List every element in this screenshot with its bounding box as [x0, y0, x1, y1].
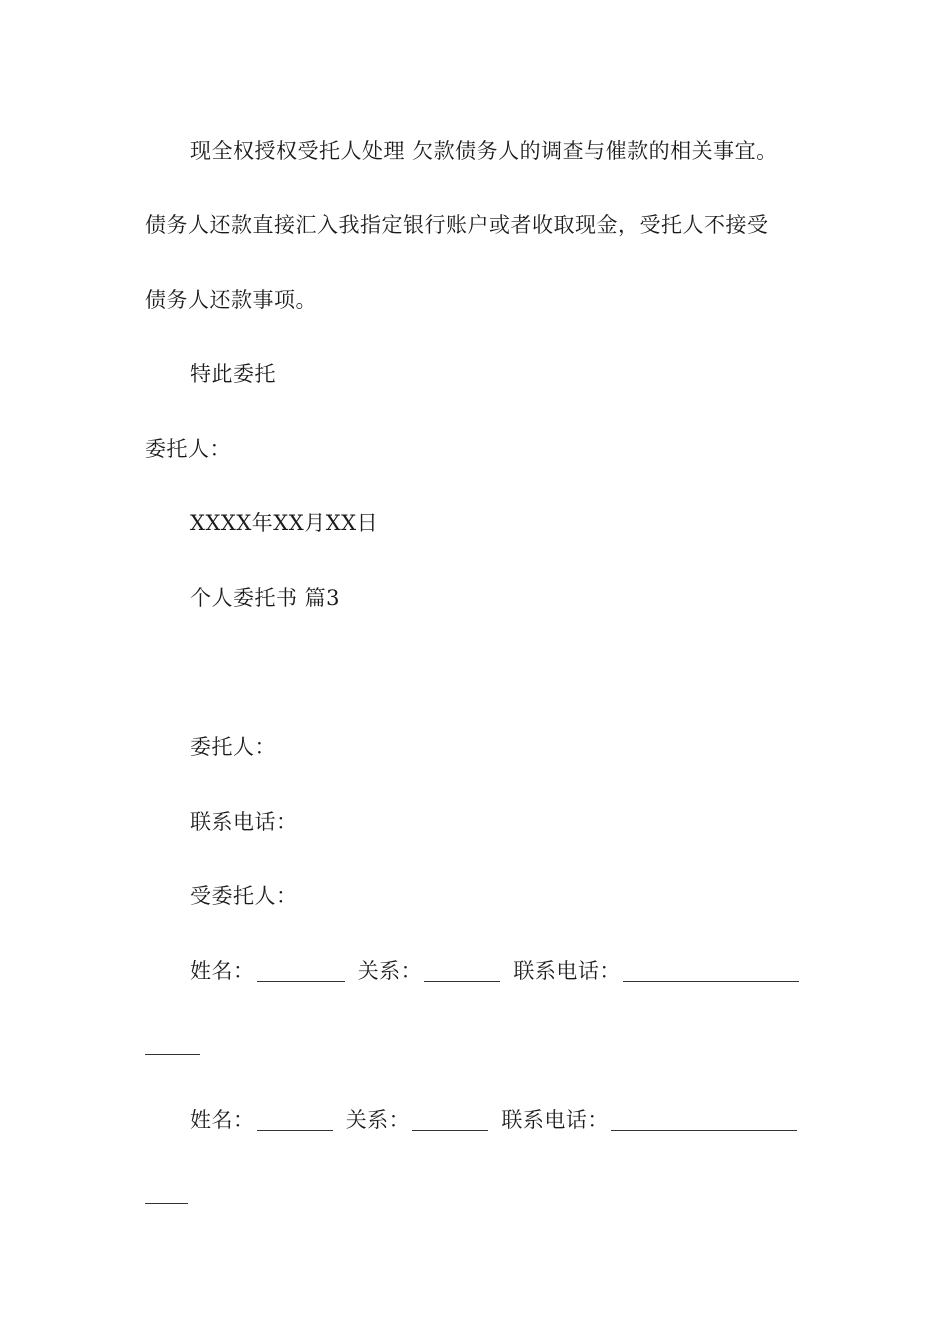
paragraph-repayment: 债务人还款直接汇入我指定银行账户或者收取现金，受托人不接受 — [145, 213, 769, 237]
paragraph-hereby: 特此委托 — [190, 362, 276, 386]
relation-label: 关系： — [345, 1108, 411, 1132]
signature-date: XXXX年XX月XX日 — [190, 511, 379, 535]
phone-label: 联系电话： — [190, 810, 298, 834]
client-label: 委托人： — [190, 735, 276, 759]
phone-field[interactable] — [623, 980, 799, 982]
name-label: 姓名： — [190, 959, 255, 983]
relation-field[interactable] — [424, 980, 500, 982]
signature-client-label: 委托人： — [145, 437, 231, 461]
agent-row-1 — [190, 956, 805, 986]
agent-label: 受委托人： — [190, 884, 298, 908]
relation-label: 关系： — [357, 959, 423, 983]
phone-label: 联系电话： — [501, 1108, 609, 1132]
paragraph-authorization: 现全权授权受托人处理 欠款债务人的调查与催款的相关事宜。 — [190, 139, 778, 163]
paragraph-repayment-cont: 债务人还款事项。 — [145, 288, 317, 312]
relation-field[interactable] — [412, 1129, 488, 1131]
phone-field[interactable] — [611, 1129, 797, 1131]
phone-field-continuation[interactable] — [145, 1053, 200, 1055]
section-heading: 个人委托书 篇3 — [190, 586, 341, 610]
agent-row-2 — [190, 1105, 803, 1135]
name-field[interactable] — [257, 980, 345, 982]
phone-label: 联系电话： — [513, 959, 621, 983]
name-label: 姓名： — [190, 1108, 255, 1132]
phone-field-continuation[interactable] — [145, 1202, 188, 1204]
name-field[interactable] — [257, 1129, 333, 1131]
